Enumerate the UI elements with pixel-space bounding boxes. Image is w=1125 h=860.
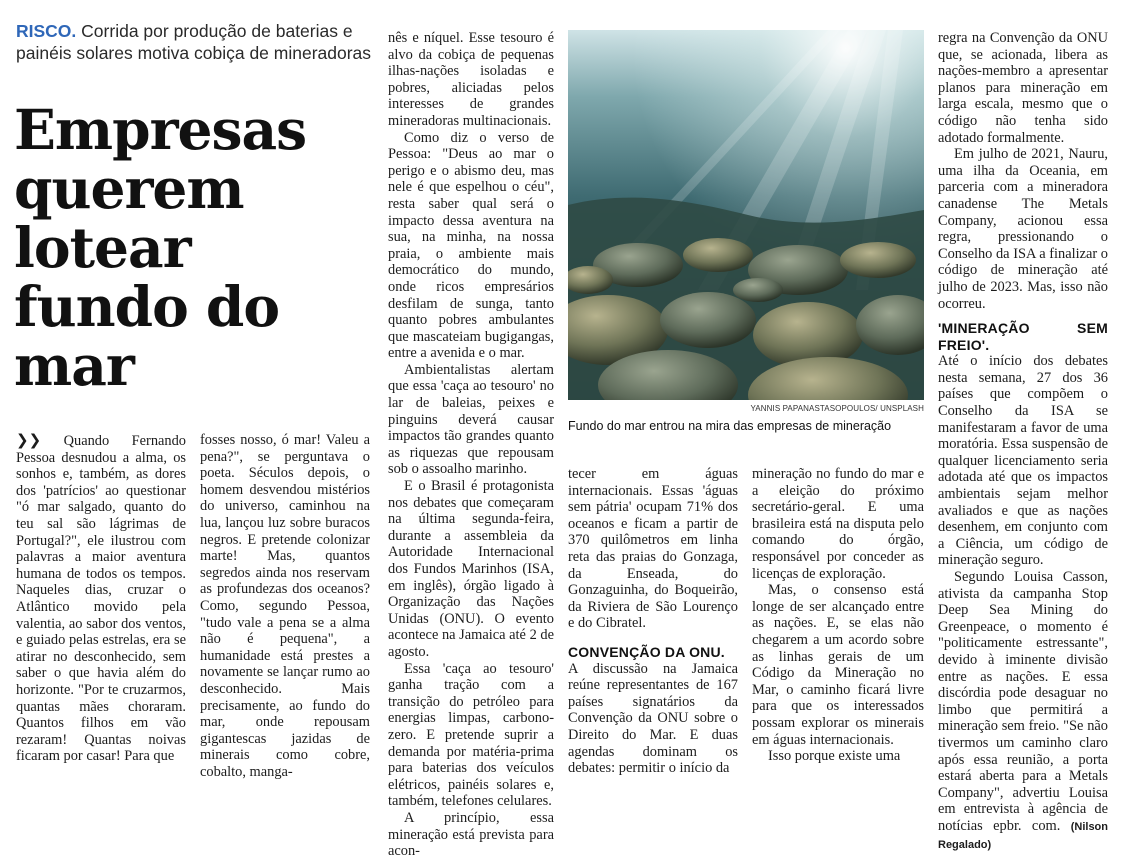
paragraph: nês e níquel. Esse tesouro é alvo da cobiça de pequenas ilhas-nações isoladas e pobres, aliciadas pelos interesses de grandes mineradoras multinacionais. [388, 30, 554, 129]
paragraph: Ambientalistas alertam que essa 'caça ao tesouro' no lar de baleias, peixes e pinguins deverá causar impactos tão grandes quanto as riquezas que repousam sob o assoalho marinho. [388, 361, 554, 478]
paragraph: Como diz o verso de Pessoa: "Deus ao mar o perigo e o abismo deu, mas nele é que espelhou o céu", resta saber qual será o impacto dessa aventura na sua, na minha, na nossa praia, o ambiente mais democrático do mundo, onde ricos empresários desfilam de sunga, tanto quanto pobres ambulantes que mascateiam bugigangas, entre a avenida e o mar. [388, 129, 554, 362]
double-chevron-icon: ❯❯ [16, 431, 42, 449]
subhead-convencao: CONVENÇÃO DA ONU. [568, 643, 725, 660]
column-5 [752, 466, 924, 765]
paragraph: E o Brasil é protagonista nos debates que começaram na última segunda-feira, durante a assembleia da Autoridade Internacional dos Fundos Marinhos (ISA, em inglês), órgão ligado à Organização das Nações Unidas (ONU). O evento acontece na Jamaica até 2 de agosto. [388, 478, 554, 660]
paragraph [938, 569, 1108, 853]
paragraph: Até o início dos debates nesta semana, 27 dos 36 países que compõem o Conselho da ISA se manifestaram a favor de uma moratória. Essa suspensão de qualquer licenciamento seria adotada até que os impactos ambientais sejam melhor avaliados e que as nações desenhem, em conjunto com a Ciência, um código de mineração seguro. [938, 353, 1108, 569]
paragraph: regra na Convenção da ONU que, se acionada, libera as nações-membro a apresentar planos para mineração em larga escala, mesmo que o código não tenha sido adotado formalmente. [938, 30, 1108, 146]
paragraph: Essa 'caça ao tesouro' ganha tração com a transição do petróleo para energias limpas, carbono-zero. E pretende suprir a demanda por matéria-prima para baterias dos veículos elétricos, painéis solares e, também, telefones celulares. [388, 660, 554, 810]
paragraph [16, 432, 186, 765]
kicker-text: Corrida por produção de baterias e painéis solares motiva cobiça de mineradoras [16, 21, 372, 63]
subhead-mineracao: 'MINERAÇÃO SEM FREIO'. [938, 320, 1108, 353]
seabed-illustration [568, 30, 924, 400]
signature: (Nilson Regalado) [938, 820, 1108, 851]
seabed-photo [568, 30, 924, 400]
column-2 [200, 432, 370, 780]
paragraph-text: Quando Fernando Pessoa desnudou a alma, os sonhos e, também, as dores dos 'patrícios' ao questionar "ó mar salgado, quanto do teu sal são lágrimas de Portugal?", ele ilustrou com palavras a maior aventura humana de todos os tempos. Naqueles dias, cruzar o Atlântico movido pela valentia, ao sabor dos ventos, e guiado pelas estrelas, era se atirar no desconhecido, sem saber o que havia além do horizonte. "Por te cruzarmos, quantas mães choraram. Quantos filhos em vão rezaram! Quantas noivas ficaram por casar! Para que [16, 433, 186, 765]
column-1 [16, 432, 186, 765]
paragraph: Isso porque existe uma [768, 748, 901, 765]
column-6 [938, 30, 1108, 853]
paragraph: A princípio, essa mineração está prevista para acon- [388, 809, 554, 860]
headline: Empresas querem lotear fundo do mar [14, 97, 307, 398]
paragraph: fosses nosso, ó mar! Valeu a pena?", se perguntava o poeta. Séculos depois, o homem desvendou mistérios do universo, caminhou na lua, lançou luz sobre buracos negros. E pretende colonizar marte! Mas, quantos segredos ainda nos reservam as profundezas dos oceanos? Como, segundo Pessoa, "tudo vale a pena se a alma não é pequena", a humanidade está prestes a novamente se lançar rumo ao desconhecido. Mais precisamente, ao fundo do mar, onde repousam gigantescas jazidas de minerais como cobre, cobalto, manga- [200, 432, 370, 780]
paragraph: Mas, o consenso está longe de ser alcançado entre as nações. E, se elas não chegarem a um acordo sobre as linhas gerais de um Código da Mineração no Mar, o caminho ficará livre para que os interessados possam explorar os minerais em águas internacionais. [752, 582, 924, 748]
kicker-tag: RISCO. [16, 21, 77, 41]
kicker [16, 20, 376, 64]
paragraph: Em julho de 2021, Nauru, uma ilha da Oceania, em parceria com a mineradora canadense The Metals Company, acionou essa regra, pressionando o Conselho da ISA a finalizar o código de mineração até julho de 2023. Mas, isso não ocorreu. [938, 146, 1108, 312]
column-4 [568, 466, 738, 777]
paragraph: mineração no fundo do mar e a eleição do próximo secretário-geral. E uma brasileira está na disputa pelo comando do órgão, responsável por conceder as licenças de exploração. [752, 466, 924, 582]
paragraph: A discussão na Jamaica reúne representantes de 167 países signatários da Convenção da ONU sobre o Direito do Mar. E duas agendas dominam os debates: permitir o início da [568, 660, 738, 777]
photo-credit: YANNIS PAPANASTASOPOULOS/ UNSPLASH [750, 404, 924, 413]
column-3 [388, 30, 554, 860]
paragraph-text: Segundo Louisa Casson, ativista da campanha Stop Deep Sea Mining do Greenpeace, o momento é "politicamente estressante", devido à iminente divisão entre as nações. E essa discórdia pode desaguar no limbo que permitirá a mineração sem freio. "Se não tivermos um caminho claro após essa reunião, a porta estará aberta para a Metals Company", advertiu Louisa em entrevista à agência de notícias epbr. com. [938, 569, 1108, 834]
photo-caption: Fundo do mar entrou na mira das empresas de mineração [568, 419, 892, 433]
paragraph: tecer em águas internacionais. Essas 'águas sem pátria' ocupam 71% dos oceanos e ficam a partir de 370 quilômetros em linha reta das praias do Gonzaga, da Enseada, do Gonzaguinha, do Boqueirão, da Riviera de São Lourenço e do Cibratel. [568, 466, 738, 632]
